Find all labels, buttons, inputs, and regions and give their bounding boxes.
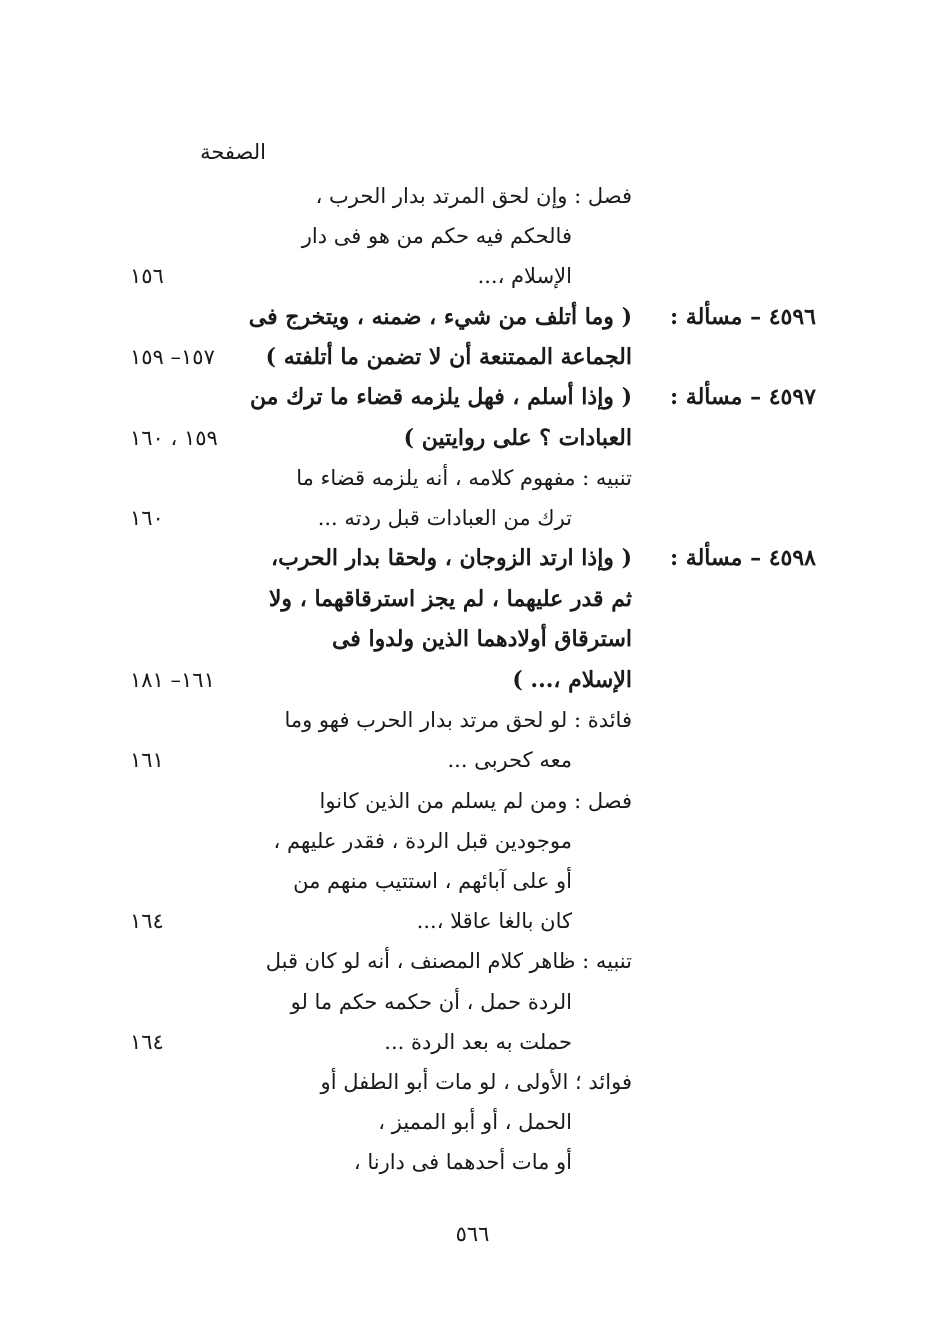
text-line: فالحكم فيه حكم من هو فى دار [301,224,572,248]
text-line: معه كحربى ... [447,748,572,772]
text-line: ( وإذا ارتد الزوجان ، ولحقا بدار الحرب، [271,545,632,571]
text-line: كان بالغا عاقلا ،... [416,909,572,933]
text-line: ثم قدر عليهما ، لم يجز استرقاقهما ، ولا [268,586,632,612]
page-reference: ١٦١– ١٨١ [130,668,215,692]
page-reference: ١٥٦ [130,264,164,288]
text-line: العبادات ؟ على روايتين ) [403,425,632,451]
page-reference: ١٦٠ [130,506,164,530]
page-reference: ١٥٩ ، ١٦٠ [130,426,218,450]
page-column-header: الصفحة [200,140,266,164]
text-line: استرقاق أولادهما الذين ولدوا فى [331,626,632,652]
text-line: الإسلام ،... [477,264,572,288]
page-reference: ١٦٤ [130,909,164,933]
text-line: أو على آبائهم ، استتيب منهم من [293,869,572,893]
text-line: فائدة : لو لحق مرتد بدار الحرب فهو وما [284,708,632,732]
text-line: الردة حمل ، أن حكمه حكم ما لو [290,990,572,1014]
text-line: ( وإذا أسلم ، فهل يلزمه قضاء ما ترك من [249,384,632,410]
entry-heading: ٤٥٩٦ – مسألة : [670,304,816,330]
text-line: الجماعة الممتنعة أن لا تضمن ما أتلفته ) [265,344,632,370]
entry-heading: ٤٥٩٨ – مسألة : [670,545,816,571]
text-line: تنبيه : مفهوم كلامه ، أنه يلزمه قضاء ما [296,466,632,490]
page-reference: ١٦٤ [130,1030,164,1054]
text-line: ترك من العبادات قبل ردته ... [317,506,572,530]
page-number: ٥٦٦ [455,1222,490,1246]
page-reference: ١٦١ [130,748,164,772]
text-line: الإسلام ،... ) [512,667,632,693]
entry-heading: ٤٥٩٧ – مسألة : [670,384,816,410]
text-line: فصل : وإن لحق المرتد بدار الحرب ، [315,184,632,208]
page-reference: ١٥٧– ١٥٩ [130,345,215,369]
text-line: تنبيه : ظاهر كلام المصنف ، أنه لو كان قبل [265,949,632,973]
text-line: ( وما أتلف من شيء ، ضمنه ، ويتخرج فى [248,304,632,330]
text-line: موجودين قبل الردة ، فقدر عليهم ، [273,829,572,853]
text-line: فوائد ؛ الأولى ، لو مات أبو الطفل أو [320,1070,632,1094]
text-line: أو مات أحدهما فى دارنا ، [353,1150,572,1174]
text-line: الحمل ، أو أبو المميز ، [378,1110,572,1134]
text-line: حملت به بعد الردة ... [384,1030,572,1054]
text-line: فصل : ومن لم يسلم من الذين كانوا [319,789,632,813]
